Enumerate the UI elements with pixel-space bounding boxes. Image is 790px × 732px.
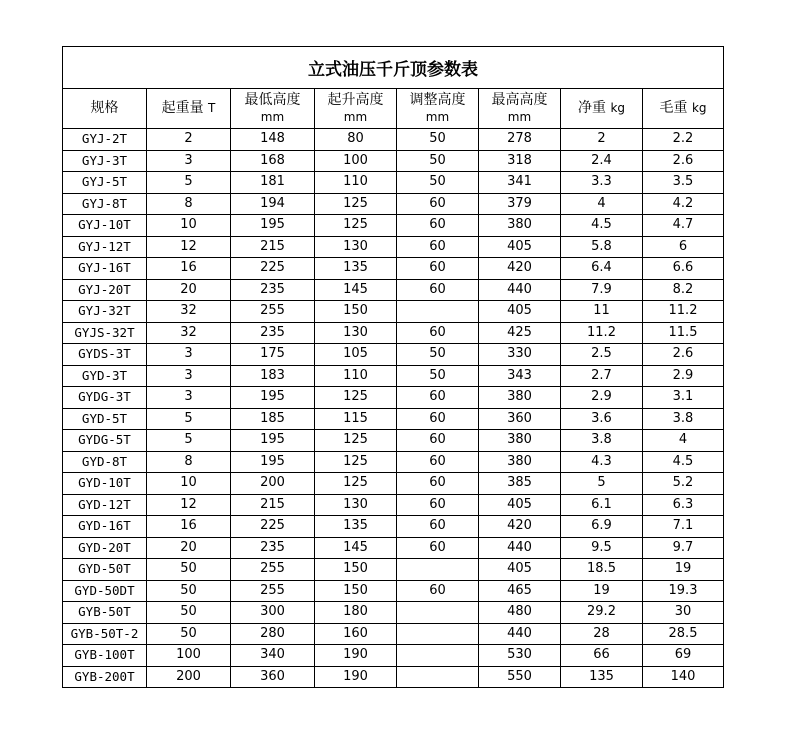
header-row: [63, 89, 724, 129]
value-cell[interactable]: 140: [643, 666, 724, 688]
value-cell[interactable]: 125: [315, 430, 397, 452]
spec-cell[interactable]: GYJS-32T: [63, 322, 147, 344]
header-capacity: [147, 89, 231, 129]
value-cell[interactable]: 50: [397, 344, 479, 366]
value-cell[interactable]: 5: [147, 408, 231, 430]
value-cell[interactable]: 110: [315, 365, 397, 387]
spec-cell[interactable]: GYD-50DT: [63, 580, 147, 602]
value-cell[interactable]: 7.9: [561, 279, 643, 301]
value-cell[interactable]: 125: [315, 473, 397, 495]
value-cell[interactable]: [397, 602, 479, 624]
value-cell[interactable]: 225: [231, 258, 315, 280]
value-cell[interactable]: [397, 645, 479, 667]
table-row: [63, 129, 724, 151]
value-cell[interactable]: 3: [147, 365, 231, 387]
parameter-table: [62, 46, 724, 688]
header-gross-weight-label: 毛重: [659, 100, 688, 116]
table-row: [63, 666, 724, 688]
value-cell[interactable]: 225: [231, 516, 315, 538]
value-cell[interactable]: 12: [147, 236, 231, 258]
value-cell[interactable]: 530: [479, 645, 561, 667]
spec-cell[interactable]: GYDS-3T: [63, 344, 147, 366]
spec-cell[interactable]: GYJ-20T: [63, 279, 147, 301]
value-cell[interactable]: 3.8: [561, 430, 643, 452]
value-cell[interactable]: 60: [397, 387, 479, 409]
value-cell[interactable]: 4.7: [643, 215, 724, 237]
table-row: [63, 279, 724, 301]
spec-cell[interactable]: GYJ-10T: [63, 215, 147, 237]
value-cell[interactable]: 255: [231, 559, 315, 581]
spec-cell[interactable]: GYDG-5T: [63, 430, 147, 452]
value-cell[interactable]: 6.1: [561, 494, 643, 516]
value-cell[interactable]: 6: [643, 236, 724, 258]
value-cell[interactable]: 10: [147, 473, 231, 495]
value-cell[interactable]: 50: [397, 129, 479, 151]
value-cell[interactable]: 32: [147, 301, 231, 323]
value-cell[interactable]: 69: [643, 645, 724, 667]
value-cell[interactable]: 60: [397, 215, 479, 237]
table-row: [63, 387, 724, 409]
value-cell[interactable]: 150: [315, 580, 397, 602]
value-cell[interactable]: 2.7: [561, 365, 643, 387]
value-cell[interactable]: 60: [397, 408, 479, 430]
value-cell[interactable]: 125: [315, 451, 397, 473]
table-row: [63, 623, 724, 645]
value-cell[interactable]: 115: [315, 408, 397, 430]
table-row: [63, 451, 724, 473]
value-cell[interactable]: 125: [315, 387, 397, 409]
value-cell[interactable]: 3.6: [561, 408, 643, 430]
header-adjust-height: [397, 89, 479, 129]
spec-cell[interactable]: GYJ-2T: [63, 129, 147, 151]
spec-cell[interactable]: GYD-50T: [63, 559, 147, 581]
value-cell[interactable]: 425: [479, 322, 561, 344]
value-cell[interactable]: 405: [479, 301, 561, 323]
value-cell[interactable]: 60: [397, 193, 479, 215]
spec-cell[interactable]: GYJ-5T: [63, 172, 147, 194]
value-cell[interactable]: 360: [479, 408, 561, 430]
value-cell[interactable]: 60: [397, 580, 479, 602]
value-cell[interactable]: 4: [643, 430, 724, 452]
value-cell[interactable]: 28: [561, 623, 643, 645]
value-cell[interactable]: 3: [147, 387, 231, 409]
header-spec-label: 规格: [90, 100, 119, 116]
value-cell[interactable]: 8: [147, 451, 231, 473]
value-cell[interactable]: 8.2: [643, 279, 724, 301]
spec-cell[interactable]: GYD-16T: [63, 516, 147, 538]
value-cell[interactable]: 50: [147, 580, 231, 602]
header-min-height-unit: mm: [260, 109, 285, 124]
value-cell[interactable]: 4.5: [643, 451, 724, 473]
value-cell[interactable]: 6.9: [561, 516, 643, 538]
value-cell[interactable]: 60: [397, 236, 479, 258]
spec-cell[interactable]: GYD-3T: [63, 365, 147, 387]
value-cell[interactable]: 28.5: [643, 623, 724, 645]
value-cell[interactable]: 20: [147, 279, 231, 301]
value-cell[interactable]: 343: [479, 365, 561, 387]
value-cell[interactable]: 125: [315, 215, 397, 237]
value-cell[interactable]: 195: [231, 430, 315, 452]
header-spec: [63, 89, 147, 129]
value-cell[interactable]: 300: [231, 602, 315, 624]
value-cell[interactable]: 215: [231, 494, 315, 516]
header-net-weight-unit: kg: [610, 101, 626, 115]
value-cell[interactable]: 150: [315, 559, 397, 581]
value-cell[interactable]: 6.6: [643, 258, 724, 280]
value-cell[interactable]: 148: [231, 129, 315, 151]
value-cell[interactable]: 380: [479, 430, 561, 452]
value-cell[interactable]: 10: [147, 215, 231, 237]
value-cell[interactable]: 235: [231, 322, 315, 344]
value-cell[interactable]: 380: [479, 451, 561, 473]
value-cell[interactable]: 50: [147, 559, 231, 581]
value-cell[interactable]: 6.4: [561, 258, 643, 280]
table-row: [63, 193, 724, 215]
value-cell[interactable]: 255: [231, 301, 315, 323]
table-body: [63, 129, 724, 688]
value-cell[interactable]: 341: [479, 172, 561, 194]
value-cell[interactable]: 3: [147, 344, 231, 366]
value-cell[interactable]: 50: [147, 602, 231, 624]
header-max-height-label: 最高高度: [491, 91, 548, 108]
table-row: [63, 258, 724, 280]
spec-cell[interactable]: GYD-8T: [63, 451, 147, 473]
value-cell[interactable]: 379: [479, 193, 561, 215]
value-cell[interactable]: 4.3: [561, 451, 643, 473]
header-max-height-unit: mm: [507, 109, 532, 124]
value-cell[interactable]: 190: [315, 666, 397, 688]
value-cell[interactable]: 60: [397, 537, 479, 559]
table-row: [63, 236, 724, 258]
table-row: [63, 215, 724, 237]
value-cell[interactable]: 3.1: [643, 387, 724, 409]
value-cell[interactable]: 195: [231, 215, 315, 237]
value-cell[interactable]: 145: [315, 279, 397, 301]
value-cell[interactable]: 80: [315, 129, 397, 151]
value-cell[interactable]: 2.5: [561, 344, 643, 366]
value-cell[interactable]: 50: [397, 150, 479, 172]
table-row: [63, 365, 724, 387]
value-cell[interactable]: 135: [315, 258, 397, 280]
spec-cell[interactable]: GYB-100T: [63, 645, 147, 667]
value-cell[interactable]: 380: [479, 215, 561, 237]
header-capacity-unit: T: [208, 101, 216, 115]
header-net-weight-label: 净重: [577, 100, 606, 116]
value-cell[interactable]: 135: [561, 666, 643, 688]
header-gross-weight-unit: kg: [691, 101, 707, 115]
value-cell[interactable]: 11.2: [643, 301, 724, 323]
spec-cell[interactable]: GYJ-16T: [63, 258, 147, 280]
spec-cell[interactable]: GYJ-8T: [63, 193, 147, 215]
value-cell[interactable]: 380: [479, 387, 561, 409]
table-row: [63, 473, 724, 495]
table-row: [63, 559, 724, 581]
header-adjust-height-label: 调整高度: [409, 91, 466, 108]
value-cell[interactable]: 175: [231, 344, 315, 366]
header-lift-height-label: 起升高度: [327, 91, 384, 108]
value-cell[interactable]: 12: [147, 494, 231, 516]
value-cell[interactable]: 160: [315, 623, 397, 645]
value-cell[interactable]: 360: [231, 666, 315, 688]
value-cell[interactable]: 200: [231, 473, 315, 495]
value-cell[interactable]: 5: [147, 172, 231, 194]
value-cell[interactable]: [397, 559, 479, 581]
value-cell[interactable]: 29.2: [561, 602, 643, 624]
value-cell[interactable]: 125: [315, 193, 397, 215]
spec-cell[interactable]: GYD-12T: [63, 494, 147, 516]
value-cell[interactable]: 16: [147, 516, 231, 538]
value-cell[interactable]: 405: [479, 236, 561, 258]
value-cell[interactable]: 2.2: [643, 129, 724, 151]
value-cell[interactable]: [397, 301, 479, 323]
table-title: 立式油压千斤顶参数表: [63, 47, 724, 89]
value-cell[interactable]: 5: [147, 430, 231, 452]
value-cell[interactable]: 195: [231, 387, 315, 409]
value-cell[interactable]: 150: [315, 301, 397, 323]
header-min-height-label: 最低高度: [244, 91, 301, 108]
value-cell[interactable]: 255: [231, 580, 315, 602]
table-row: [63, 150, 724, 172]
value-cell[interactable]: [397, 623, 479, 645]
table-row: [63, 516, 724, 538]
value-cell[interactable]: 2: [147, 129, 231, 151]
spec-cell[interactable]: GYJ-32T: [63, 301, 147, 323]
value-cell[interactable]: 235: [231, 279, 315, 301]
value-cell[interactable]: 330: [479, 344, 561, 366]
value-cell[interactable]: 11: [561, 301, 643, 323]
value-cell[interactable]: 480: [479, 602, 561, 624]
value-cell[interactable]: 2.4: [561, 150, 643, 172]
value-cell[interactable]: 235: [231, 537, 315, 559]
table-row: [63, 344, 724, 366]
value-cell[interactable]: 30: [643, 602, 724, 624]
table-row: [63, 580, 724, 602]
value-cell[interactable]: 465: [479, 580, 561, 602]
value-cell[interactable]: 145: [315, 537, 397, 559]
value-cell[interactable]: 200: [147, 666, 231, 688]
value-cell[interactable]: 60: [397, 451, 479, 473]
spec-cell[interactable]: GYD-10T: [63, 473, 147, 495]
value-cell[interactable]: 3.3: [561, 172, 643, 194]
table-row: [63, 408, 724, 430]
value-cell[interactable]: 2.6: [643, 150, 724, 172]
header-min-height: [231, 89, 315, 129]
value-cell[interactable]: 60: [397, 279, 479, 301]
value-cell[interactable]: 11.2: [561, 322, 643, 344]
value-cell[interactable]: 2.9: [561, 387, 643, 409]
spec-cell[interactable]: GYB-200T: [63, 666, 147, 688]
spec-cell[interactable]: GYB-50T-2: [63, 623, 147, 645]
header-gross-weight: [643, 89, 724, 129]
value-cell[interactable]: 3.5: [643, 172, 724, 194]
value-cell[interactable]: 4.2: [643, 193, 724, 215]
table-row: [63, 645, 724, 667]
value-cell[interactable]: 5.2: [643, 473, 724, 495]
header-max-height: [479, 89, 561, 129]
header-lift-height: [315, 89, 397, 129]
value-cell[interactable]: 3.8: [643, 408, 724, 430]
value-cell[interactable]: 66: [561, 645, 643, 667]
value-cell[interactable]: 278: [479, 129, 561, 151]
value-cell[interactable]: 20: [147, 537, 231, 559]
table-row: [63, 494, 724, 516]
table-row: [63, 537, 724, 559]
value-cell[interactable]: 19: [561, 580, 643, 602]
table-row: [63, 430, 724, 452]
value-cell[interactable]: 280: [231, 623, 315, 645]
value-cell[interactable]: 3: [147, 150, 231, 172]
value-cell[interactable]: 8: [147, 193, 231, 215]
value-cell[interactable]: 6.3: [643, 494, 724, 516]
value-cell[interactable]: 60: [397, 473, 479, 495]
value-cell[interactable]: 4.5: [561, 215, 643, 237]
value-cell[interactable]: 440: [479, 279, 561, 301]
header-lift-height-unit: mm: [343, 109, 368, 124]
value-cell[interactable]: 100: [315, 150, 397, 172]
value-cell[interactable]: 195: [231, 451, 315, 473]
value-cell[interactable]: 2.6: [643, 344, 724, 366]
value-cell[interactable]: 550: [479, 666, 561, 688]
value-cell[interactable]: 130: [315, 322, 397, 344]
value-cell[interactable]: 340: [231, 645, 315, 667]
value-cell[interactable]: 190: [315, 645, 397, 667]
value-cell[interactable]: 405: [479, 559, 561, 581]
value-cell[interactable]: 183: [231, 365, 315, 387]
value-cell[interactable]: 318: [479, 150, 561, 172]
value-cell[interactable]: 185: [231, 408, 315, 430]
value-cell[interactable]: 168: [231, 150, 315, 172]
spec-cell[interactable]: GYDG-3T: [63, 387, 147, 409]
value-cell[interactable]: 130: [315, 236, 397, 258]
header-net-weight: [561, 89, 643, 129]
value-cell[interactable]: 440: [479, 623, 561, 645]
spreadsheet: [62, 46, 723, 688]
value-cell[interactable]: 50: [147, 623, 231, 645]
value-cell[interactable]: 32: [147, 322, 231, 344]
value-cell[interactable]: 60: [397, 516, 479, 538]
spec-cell[interactable]: GYJ-3T: [63, 150, 147, 172]
value-cell[interactable]: 420: [479, 258, 561, 280]
value-cell[interactable]: 180: [315, 602, 397, 624]
header-adjust-height-unit: mm: [425, 109, 450, 124]
value-cell[interactable]: 100: [147, 645, 231, 667]
value-cell[interactable]: 11.5: [643, 322, 724, 344]
spec-cell[interactable]: GYD-20T: [63, 537, 147, 559]
value-cell[interactable]: 7.1: [643, 516, 724, 538]
value-cell[interactable]: 60: [397, 258, 479, 280]
value-cell[interactable]: 405: [479, 494, 561, 516]
value-cell[interactable]: 4: [561, 193, 643, 215]
value-cell[interactable]: 16: [147, 258, 231, 280]
spec-cell[interactable]: GYJ-12T: [63, 236, 147, 258]
value-cell[interactable]: 420: [479, 516, 561, 538]
value-cell[interactable]: 215: [231, 236, 315, 258]
table-row: [63, 602, 724, 624]
value-cell[interactable]: 60: [397, 430, 479, 452]
value-cell[interactable]: 181: [231, 172, 315, 194]
value-cell[interactable]: [397, 666, 479, 688]
spec-cell[interactable]: GYB-50T: [63, 602, 147, 624]
value-cell[interactable]: 9.7: [643, 537, 724, 559]
table-row: [63, 322, 724, 344]
value-cell[interactable]: 50: [397, 365, 479, 387]
value-cell[interactable]: 60: [397, 322, 479, 344]
value-cell[interactable]: 194: [231, 193, 315, 215]
value-cell[interactable]: 2.9: [643, 365, 724, 387]
value-cell[interactable]: 5: [561, 473, 643, 495]
value-cell[interactable]: 9.5: [561, 537, 643, 559]
value-cell[interactable]: 110: [315, 172, 397, 194]
table-row: [63, 172, 724, 194]
value-cell[interactable]: 18.5: [561, 559, 643, 581]
value-cell[interactable]: 60: [397, 494, 479, 516]
value-cell[interactable]: 19.3: [643, 580, 724, 602]
value-cell[interactable]: 385: [479, 473, 561, 495]
value-cell[interactable]: 105: [315, 344, 397, 366]
table-row: [63, 301, 724, 323]
value-cell[interactable]: 5.8: [561, 236, 643, 258]
value-cell[interactable]: 2: [561, 129, 643, 151]
value-cell[interactable]: 440: [479, 537, 561, 559]
spec-cell[interactable]: GYD-5T: [63, 408, 147, 430]
value-cell[interactable]: 130: [315, 494, 397, 516]
value-cell[interactable]: 50: [397, 172, 479, 194]
value-cell[interactable]: 135: [315, 516, 397, 538]
header-capacity-label: 起重量: [161, 100, 204, 116]
value-cell[interactable]: 19: [643, 559, 724, 581]
